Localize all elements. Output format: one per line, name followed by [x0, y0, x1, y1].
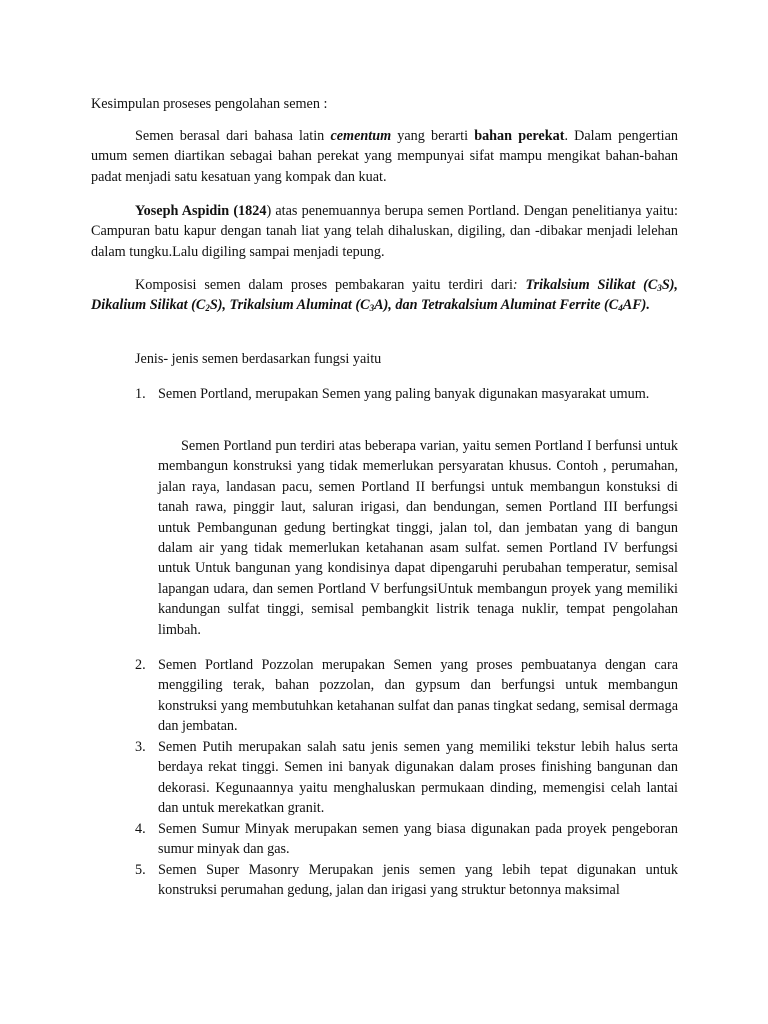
subscript: 4	[618, 303, 623, 314]
subscript: 2	[205, 303, 210, 314]
list-number: 1.	[135, 386, 146, 402]
compound-text: A), dan Tetrakalsium Aluminat Ferrite (C	[374, 297, 619, 314]
compound-text: S), Trikalsium Aluminat (C	[209, 297, 370, 314]
paragraph-text: Komposisi semen dalam proses pembakaran yaitu terdiri dari	[135, 277, 513, 293]
paragraph-text: ) atas penemuannya berupa semen Portland. Dengan penelitianya yaitu: Campuran batu kapur dengan tanah liat yang telah dihaluskan, digiling, dan -dibakar menjadi lelehan dalam tungku.Lalu digiling sampai menjadi tepung.	[91, 203, 678, 260]
compound-text: AF).	[622, 297, 650, 314]
paragraph-text: Semen berasal dari bahasa latin	[135, 128, 331, 144]
list-item-text: Semen Super Masonry Merupakan jenis semen yang lebih tepat digunakan untuk konstruksi perumahan gedung, jalan dan irigasi yang struktur betonnya maksimal	[158, 862, 678, 899]
paragraph-composition	[91, 275, 678, 316]
paragraph-text: . Dalam pengertian umum semen diartikan sebagai bahan perekat yang mempunyai sifat mampu mengikat bahan-bahan padat menjadi satu kesatuan yang kompak dan kuat.	[91, 128, 678, 185]
list-item-text: Semen Sumur Minyak merupakan semen yang biasa digunakan pada proyek pengeboran sumur minyak dan gas.	[158, 821, 678, 858]
subscript: 3	[369, 303, 375, 314]
paragraph-text: yang berarti	[391, 128, 475, 144]
paragraph-text: :	[512, 277, 526, 293]
list-intro: Jenis- jenis semen berdasarkan fungsi yaitu	[135, 351, 382, 367]
list-number: 2.	[135, 657, 146, 673]
compound-text: S), Dikalium Silikat (C	[91, 277, 678, 314]
list-item-text: Semen Portland, merupakan Semen yang paling banyak digunakan masyarakat umum.	[158, 386, 650, 402]
list-item-text: Semen Putih merupakan salah satu jenis semen yang memiliki tekstur lebih halus serta berdaya rekat tinggi. Semen ini banyak digunakan dalam proses finishing bangunan dan dekorasi. Kegunaannya yaitu menghaluskan permukaan dinding, memengisi celah lantai dan untuk merekatkan granit.	[158, 739, 678, 817]
compound-text: Trikalsium Silikat (C	[525, 277, 658, 293]
term-cementum: cementum	[330, 128, 392, 144]
list-number: 5.	[135, 862, 146, 878]
list-item-subparagraph: Semen Portland pun terdiri atas beberapa varian, yaitu semen Portland I berfunsi untuk membangun konstruksi yang tidak memerlukan persyaratan khusus. Contoh , perumahan, jalan raya, landasan pacu, semen Portland II berfungsi untuk membangun konstuksi di tanah rawa, pinggir laut, saluran irigasi, dan bendungan, semen Portland III berfungsi untuk Pembangunan gedung bertingkat tinggi, jalan tol, dan jembatan yang di bangun dalam air yang tidak memerlukan ketahanan asam sulfat. semen Portland IV berfungsi untuk Untuk bangunan yang kondisinya dapat dipengaruhi perubahan temperatur, semisal lapangan udara, dan semen Portland V berfungsiUntuk membangun proyek yang memiliki kandungan sulfat tinggi, semisal pembangkit listrik tenaga nuklir, tempat pengolahan limbah.	[158, 438, 678, 638]
term-bahan-perekat: bahan perekat	[474, 128, 565, 144]
subscript: 3	[657, 283, 662, 293]
page-heading: Kesimpulan proseses pengolahan semen :	[91, 96, 328, 112]
paragraph-definition	[91, 126, 678, 187]
list-item-text: Semen Portland Pozzolan merupakan Semen yang proses pembuatanya dengan cara menggiling terak, bahan pozzolan, dan gypsum dan berfungsi untuk membangun konstruksi yang membutuhkan ketahanan sulfat dan panas tingkat sedang, semisal dermaga dan jembatan.	[158, 657, 678, 735]
list-number: 3.	[135, 739, 146, 755]
inventor-name: Yoseph Aspidin (1824	[135, 203, 267, 219]
list-number: 4.	[135, 821, 146, 837]
paragraph-history	[91, 201, 678, 262]
